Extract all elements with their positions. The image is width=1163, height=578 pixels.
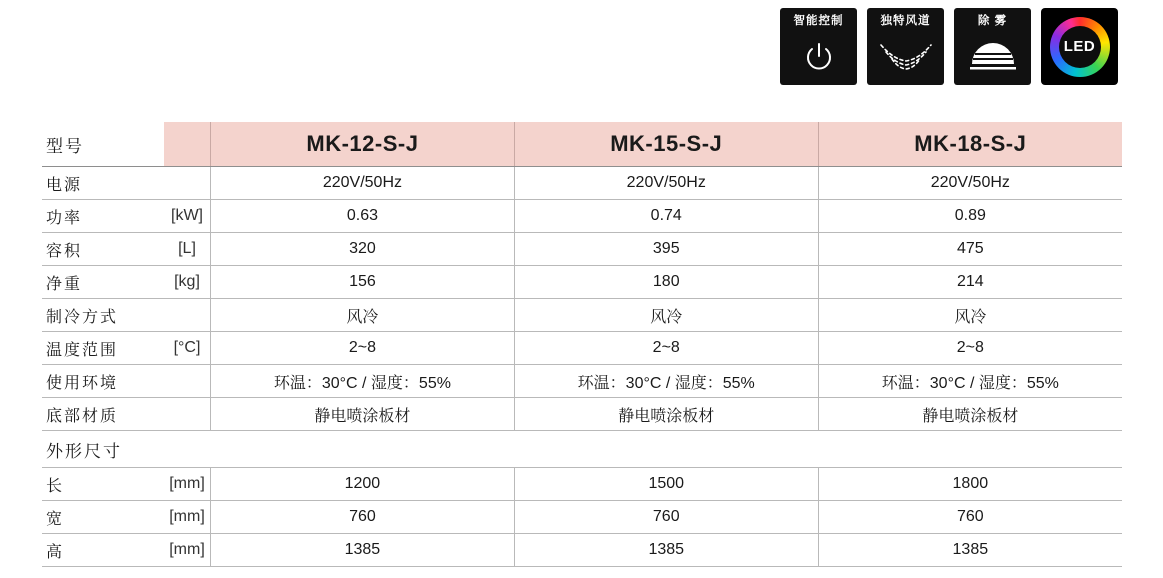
section-spacer — [164, 431, 211, 468]
table-row — [42, 534, 1122, 567]
badge-led — [1041, 8, 1118, 85]
row-label: 使用环境 — [42, 365, 164, 398]
table-row — [42, 299, 1122, 332]
row-value: 静电喷涂板材 — [818, 398, 1122, 431]
row-unit: [kg] — [164, 266, 211, 299]
row-value: 环温：30°C / 湿度：55% — [514, 365, 818, 398]
row-unit: [mm] — [164, 501, 211, 534]
model-1: MK-12-S-J — [211, 122, 515, 167]
row-label: 高 — [42, 534, 164, 567]
row-value: 1385 — [818, 534, 1122, 567]
badge-label: 智能控制 — [793, 15, 844, 27]
row-value: 0.63 — [211, 200, 515, 233]
row-value: 220V/50Hz — [818, 167, 1122, 200]
row-label: 容积 — [42, 233, 164, 266]
row-value: 156 — [211, 266, 515, 299]
row-value: 2~8 — [211, 332, 515, 365]
row-unit: [kW] — [164, 200, 211, 233]
table-row — [42, 200, 1122, 233]
row-value: 760 — [514, 501, 818, 534]
section-label: 外形尺寸 — [42, 431, 164, 468]
row-value: 静电喷涂板材 — [211, 398, 515, 431]
table-row — [42, 398, 1122, 431]
row-label: 长 — [42, 468, 164, 501]
table-row — [42, 501, 1122, 534]
row-unit: [mm] — [164, 468, 211, 501]
row-unit — [164, 167, 211, 200]
row-value: 475 — [818, 233, 1122, 266]
row-value: 1385 — [211, 534, 515, 567]
row-value: 2~8 — [514, 332, 818, 365]
badge-defog — [954, 8, 1031, 85]
defog-icon — [954, 28, 1031, 85]
table-row — [42, 167, 1122, 200]
row-label: 功率 — [42, 200, 164, 233]
section-spacer — [211, 431, 515, 468]
row-value: 214 — [818, 266, 1122, 299]
badge-label: 除 雾 — [977, 15, 1008, 27]
table-row — [42, 266, 1122, 299]
row-unit — [164, 365, 211, 398]
row-value: 1500 — [514, 468, 818, 501]
row-unit: [mm] — [164, 534, 211, 567]
row-value: 395 — [514, 233, 818, 266]
model-2: MK-15-S-J — [514, 122, 818, 167]
table-row — [42, 365, 1122, 398]
row-value: 760 — [818, 501, 1122, 534]
row-label: 制冷方式 — [42, 299, 164, 332]
row-value: 220V/50Hz — [211, 167, 515, 200]
row-value: 0.89 — [818, 200, 1122, 233]
row-value: 风冷 — [818, 299, 1122, 332]
table-row — [42, 468, 1122, 501]
badge-label: LED — [1059, 26, 1101, 68]
badge-airflow — [867, 8, 944, 85]
feature-badges — [780, 8, 1118, 85]
row-value: 环温：30°C / 湿度：55% — [818, 365, 1122, 398]
row-value: 1200 — [211, 468, 515, 501]
section-spacer — [818, 431, 1122, 468]
airflow-icon — [867, 28, 944, 85]
row-unit — [164, 299, 211, 332]
table-header-row — [42, 122, 1122, 167]
power-icon — [780, 28, 857, 85]
row-value: 0.74 — [514, 200, 818, 233]
badge-label: 独特风道 — [880, 15, 931, 27]
model-3: MK-18-S-J — [818, 122, 1122, 167]
row-value: 2~8 — [818, 332, 1122, 365]
row-value: 1385 — [514, 534, 818, 567]
table-row — [42, 233, 1122, 266]
header-unit — [164, 122, 211, 167]
section-row-dimensions — [42, 431, 1122, 468]
row-unit — [164, 398, 211, 431]
row-label: 宽 — [42, 501, 164, 534]
section-spacer — [514, 431, 818, 468]
row-value: 环温：30°C / 湿度：55% — [211, 365, 515, 398]
row-value: 220V/50Hz — [514, 167, 818, 200]
row-label: 温度范围 — [42, 332, 164, 365]
row-value: 1800 — [818, 468, 1122, 501]
row-unit: [°C] — [164, 332, 211, 365]
led-ring-icon — [1050, 17, 1110, 77]
row-value: 风冷 — [514, 299, 818, 332]
row-label: 电源 — [42, 167, 164, 200]
row-value: 风冷 — [211, 299, 515, 332]
badge-smart-control — [780, 8, 857, 85]
row-value: 760 — [211, 501, 515, 534]
header-name: 型号 — [42, 122, 164, 167]
row-label: 净重 — [42, 266, 164, 299]
row-unit: [L] — [164, 233, 211, 266]
specification-table — [42, 122, 1122, 567]
table-row — [42, 332, 1122, 365]
row-label: 底部材质 — [42, 398, 164, 431]
row-value: 静电喷涂板材 — [514, 398, 818, 431]
row-value: 180 — [514, 266, 818, 299]
row-value: 320 — [211, 233, 515, 266]
